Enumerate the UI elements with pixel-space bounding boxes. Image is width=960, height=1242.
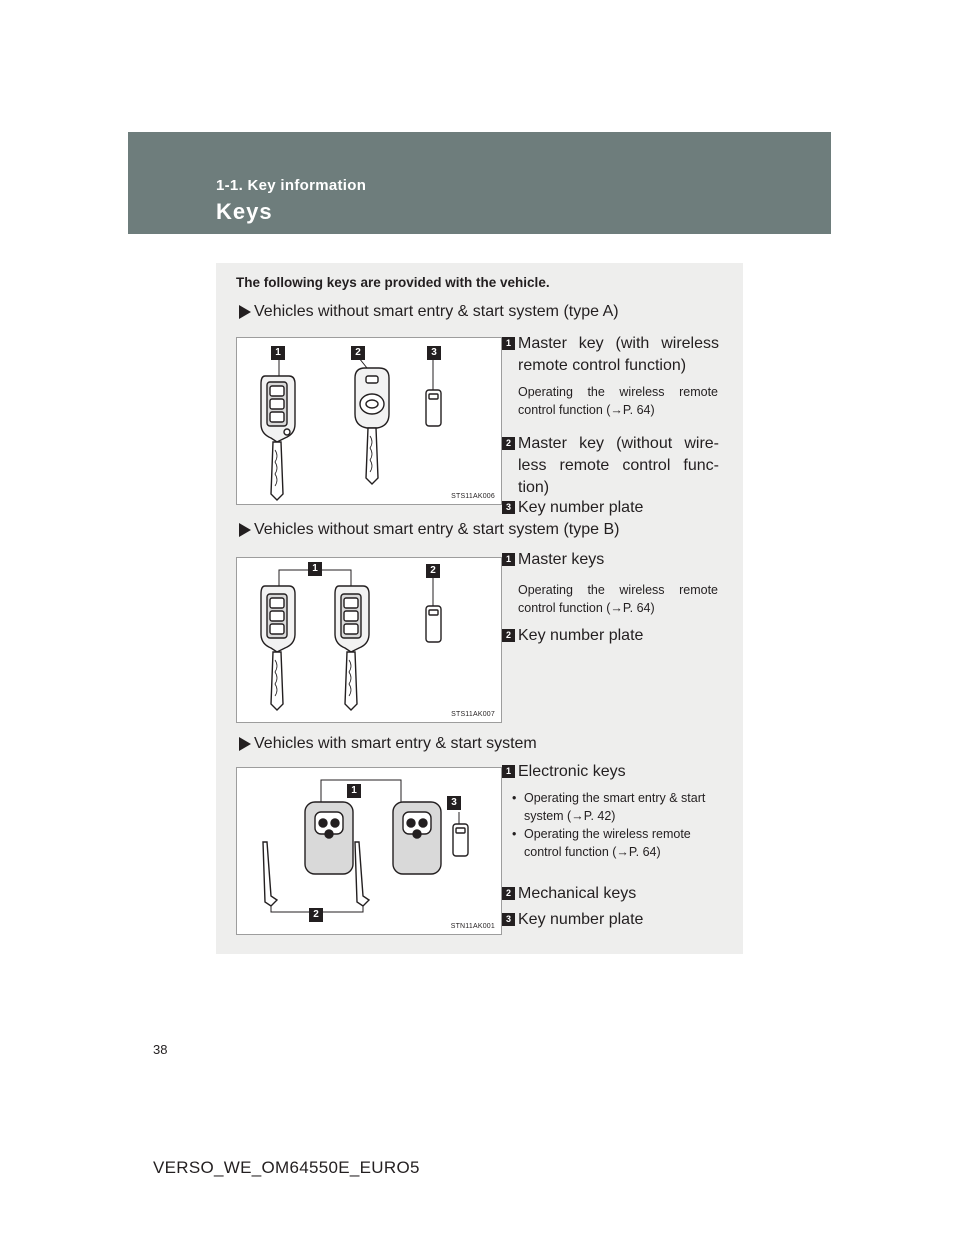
callout-2: 2 [426, 564, 440, 578]
number-badge: 1 [502, 337, 515, 350]
number-badge: 2 [502, 437, 515, 450]
triangle-icon [239, 737, 251, 751]
number-badge: 1 [502, 553, 515, 566]
callout-2: 2 [351, 346, 365, 360]
group-b-heading: Vehicles without smart entry & start system (type B) [239, 521, 619, 539]
intro-text: The following keys are provided with the vehicle. [236, 275, 550, 290]
item-b1: 1 Master keys [502, 549, 719, 571]
callout-3: 3 [427, 346, 441, 360]
number-badge: 1 [502, 765, 515, 778]
group-c-heading: Vehicles with smart entry & start system [239, 735, 537, 753]
callout-2: 2 [309, 908, 323, 922]
item-c1-bullets [512, 789, 720, 861]
item-c2: 2 Mechanical keys [502, 883, 719, 905]
number-badge: 3 [502, 913, 515, 926]
figure-code: STN11AK001 [450, 923, 495, 930]
figure-code: STS11AK006 [451, 493, 495, 500]
item-a1-note: Operating the wireless remote control function (→P. 64) [518, 385, 718, 417]
keys-illustration-smart [237, 768, 501, 934]
section-label: 1-1. Key information [216, 177, 367, 194]
triangle-icon [239, 523, 251, 537]
item-b2: 2 Key number plate [502, 625, 719, 647]
group-a-heading: Vehicles without smart entry & start system (type A) [239, 303, 619, 321]
section-header [128, 132, 831, 234]
item-a2: 2 Master key (without wire-less remote control func-tion) [502, 433, 719, 499]
figure-keys-type-b [236, 557, 502, 723]
item-c1: 1 Electronic keys [502, 761, 719, 783]
figure-keys-type-a [236, 337, 502, 505]
page-number: 38 [153, 1042, 168, 1057]
document-footer: VERSO_WE_OM64550E_EURO5 [153, 1158, 420, 1177]
callout-1: 1 [271, 346, 285, 360]
item-a3: 3 Key number plate [502, 497, 719, 519]
number-badge: 2 [502, 629, 515, 642]
callout-1: 1 [347, 784, 361, 798]
callout-3: 3 [447, 796, 461, 810]
number-badge: 3 [502, 501, 515, 514]
triangle-icon [239, 305, 251, 319]
item-b1-note: Operating the wireless remote control function (→P. 64) [518, 583, 718, 615]
figure-keys-smart [236, 767, 502, 935]
content-panel [216, 263, 743, 954]
keys-illustration-type-b [237, 558, 501, 722]
bullet-item: • Operating the smart entry & start system (→P. 42) [512, 791, 706, 823]
page-title: Keys [216, 199, 273, 224]
callout-1: 1 [308, 562, 322, 576]
item-a1: 1 Master key (with wireless remote control function) [502, 333, 719, 377]
keys-illustration-type-a [237, 338, 501, 504]
bullet-item: • Operating the wireless remote control function (→P. 64) [512, 827, 691, 859]
figure-code: STS11AK007 [451, 711, 495, 718]
number-badge: 2 [502, 887, 515, 900]
item-c3: 3 Key number plate [502, 909, 719, 931]
